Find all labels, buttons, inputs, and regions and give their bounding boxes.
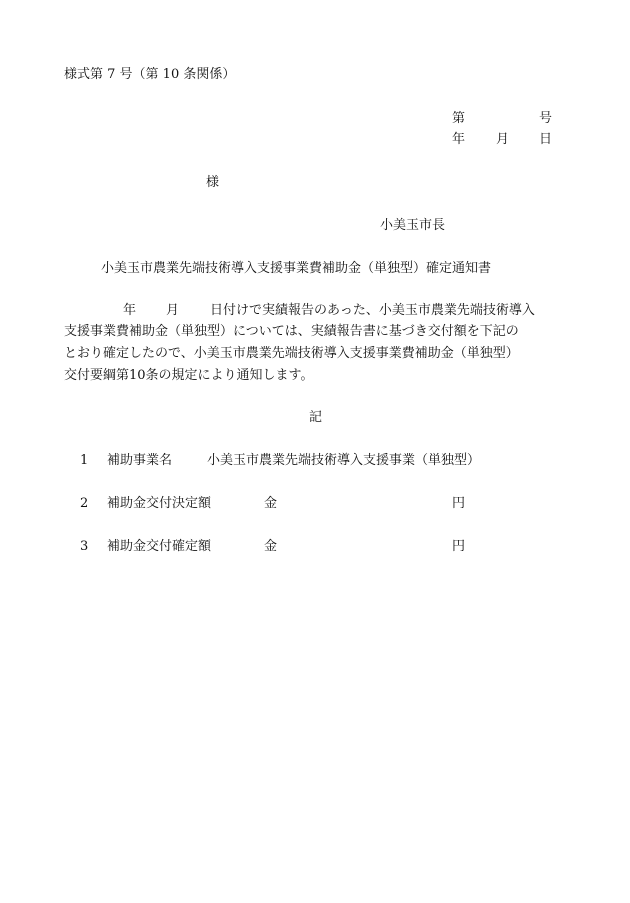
item-3-label: 補助金交付確定額 <box>107 539 212 554</box>
item-1-number: 1 <box>80 453 89 468</box>
date-year-label: 年 <box>452 132 466 147</box>
body-line-3: とおり確定したので、小美玉市農業先端技術導入支援事業費補助金（単独型） <box>64 346 519 361</box>
body-line-4: 交付要綱第10条の規定により通知します。 <box>64 368 314 383</box>
date-month-label: 月 <box>496 132 510 147</box>
item-1-value: 小美玉市農業先端技術導入支援事業（単独型） <box>207 453 481 468</box>
doc-number-prefix: 第 <box>452 111 466 126</box>
body-line-1: 日付けで実績報告のあった、小美玉市農業先端技術導入 <box>210 303 535 318</box>
item-2-unit: 円 <box>452 496 466 511</box>
doc-number-suffix: 号 <box>539 111 553 126</box>
item-2-label: 補助金交付決定額 <box>107 496 212 511</box>
ki-heading: 記 <box>309 410 323 425</box>
body-line-2: 支援事業費補助金（単独型）については、実績報告書に基づき交付額を下記の <box>64 324 519 339</box>
item-2-currency: 金 <box>264 496 278 511</box>
item-3-currency: 金 <box>264 539 278 554</box>
sender-name: 小美玉市長 <box>380 218 446 233</box>
item-3-unit: 円 <box>452 539 466 554</box>
item-3-number: 3 <box>80 539 89 554</box>
body-month-label: 月 <box>166 303 180 318</box>
item-1-label: 補助事業名 <box>107 453 173 468</box>
item-2-number: 2 <box>80 496 89 511</box>
body-year-label: 年 <box>123 303 137 318</box>
document-title: 小美玉市農業先端技術導入支援事業費補助金（単独型）確定通知書 <box>101 261 492 276</box>
date-day-label: 日 <box>539 132 553 147</box>
recipient-honorific: 様 <box>206 175 220 190</box>
form-number: 様式第 7 号（第 10 条関係） <box>64 67 236 82</box>
